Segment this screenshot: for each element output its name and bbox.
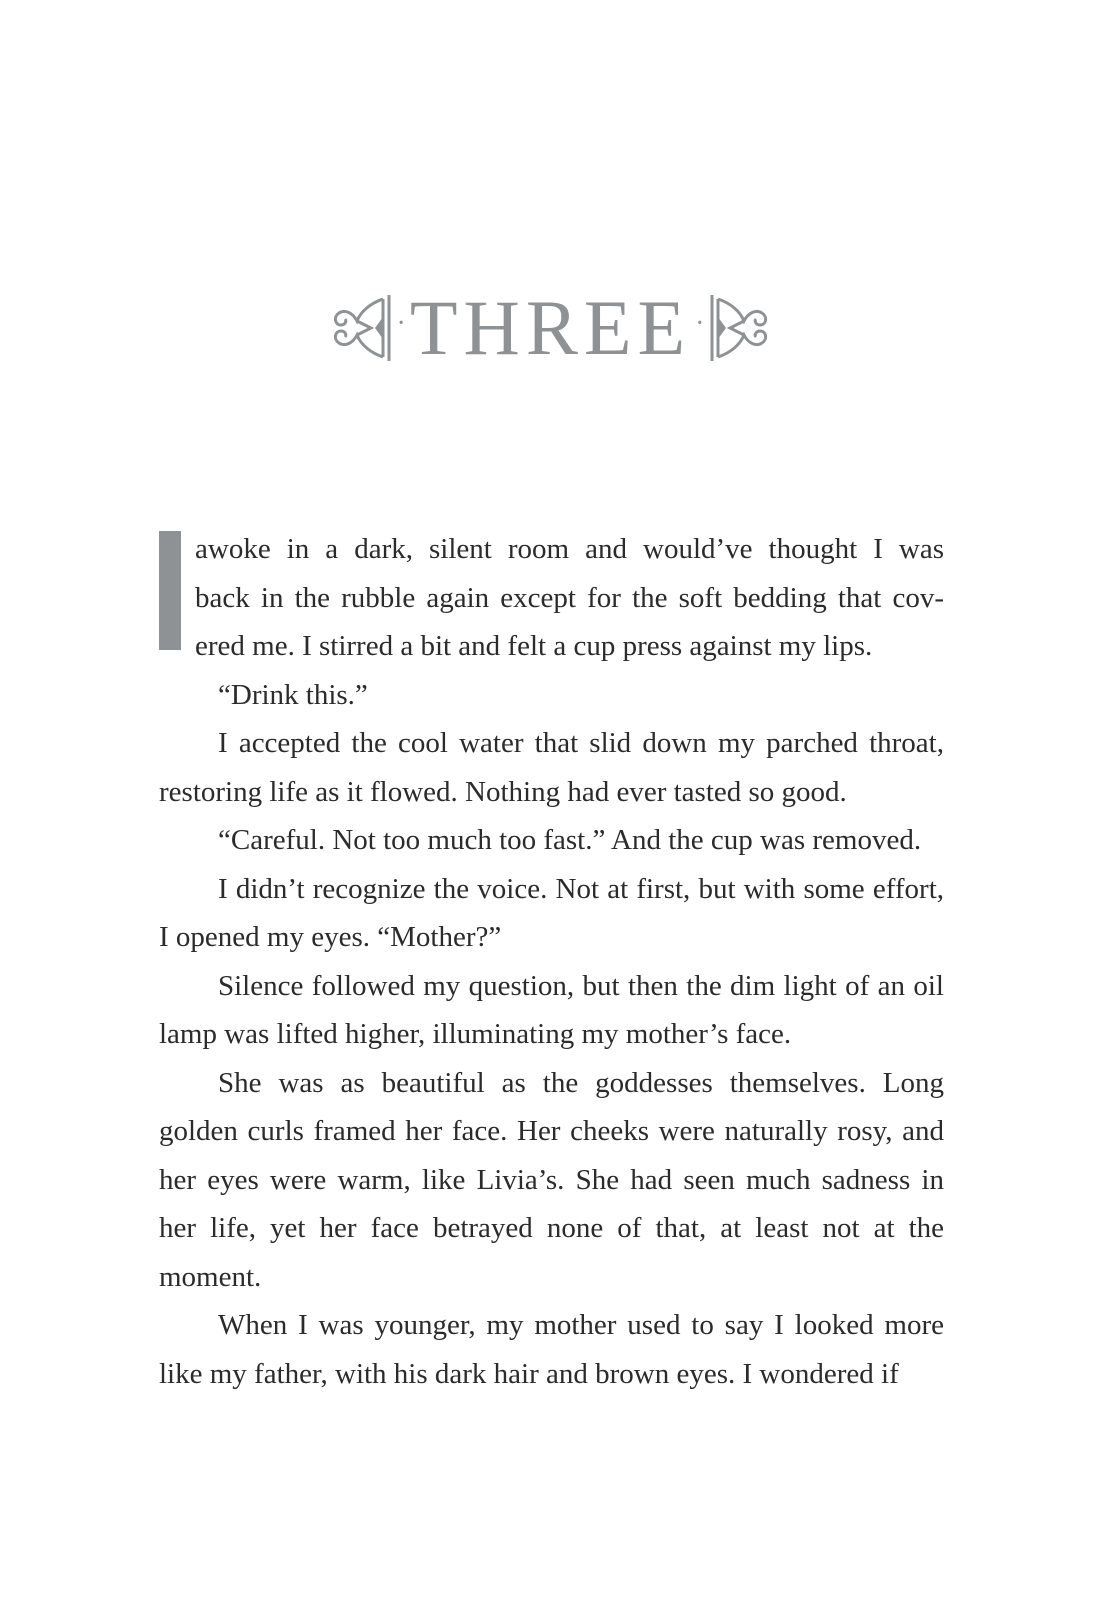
paragraph-1-line-3: ered me. I stirred a bit and felt a cup press against my lips. <box>195 630 873 662</box>
drop-cap <box>159 531 181 650</box>
paragraph-1 <box>159 525 944 671</box>
scroll-ornament-right-icon <box>708 289 770 367</box>
paragraph-1-line-2: back in the rubble again except for the soft bedding that cov- <box>195 581 944 614</box>
paragraph-8: When I was younger, my mother used to say I looked more like my father, with his dark hair and brown eyes. I wondered if <box>159 1309 944 1390</box>
paragraph-3: I accepted the cool water that slid down my parched throat, restoring life as it flowed. Nothing had ever tasted so good. <box>159 727 944 808</box>
chapter-title: THREE <box>409 284 692 371</box>
heading-dot-right: · <box>695 308 705 339</box>
paragraph-4: “Careful. Not too much too fast.” And the cup was removed. <box>218 824 922 856</box>
chapter-heading <box>0 283 1101 373</box>
paragraph-2: “Drink this.” <box>218 678 368 711</box>
heading-dot-left: · <box>396 308 406 339</box>
paragraph-1-line-1: awoke in a dark, silent room and would’ve thought I was <box>195 533 944 565</box>
paragraph-5: I didn’t recognize the voice. Not at first, but with some effort, I opened my eyes. “Mother?” <box>159 872 944 953</box>
paragraph-6: Silence followed my question, but then the dim light of an oil lamp was lifted higher, illuminating my mother’s face. <box>159 969 944 1050</box>
chapter-body <box>159 525 944 1398</box>
scroll-ornament-left-icon <box>331 289 393 367</box>
paragraph-7: She was as beautiful as the goddesses themselves. Long golden curls framed her face. Her cheeks were naturally rosy, and her eyes were warm, like Livia’s. She had seen much sadness in her life, yet her face betrayed none of that, at least not at the moment. <box>159 1066 944 1293</box>
